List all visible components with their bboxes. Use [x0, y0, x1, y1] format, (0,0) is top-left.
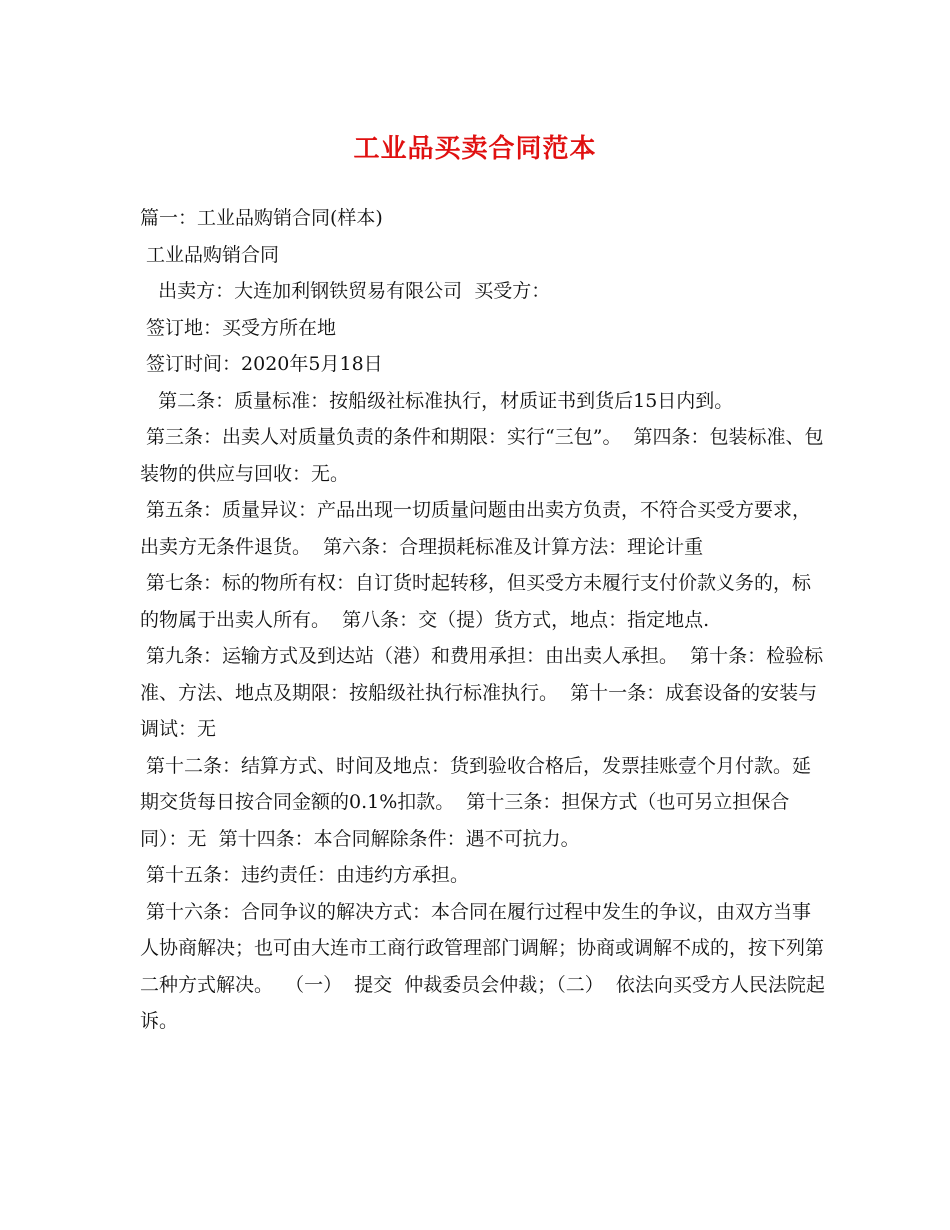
contract-parties: 出卖方：大连加利钢铁贸易有限公司 买受方： — [140, 280, 551, 302]
signing-place: 签订地：买受方所在地 — [140, 316, 337, 339]
document-body — [140, 200, 830, 1040]
section-heading: 篇一：工业品购销合同(样本) — [140, 207, 383, 229]
clause-2: 第二条：质量标准：按船级社标准执行，材质证书到货后15日内到。 — [140, 389, 734, 412]
clause-3-4: 第三条：出卖人对质量负责的条件和期限：实行“三包”。 第四条：包装标准、包装物的供应与回收：无。 — [140, 426, 824, 485]
contract-name: 工业品购销合同 — [140, 243, 280, 266]
signing-date: 签订时间：2020年5月18日 — [140, 353, 383, 375]
clause-16: 第十六条：合同争议的解决方式：本合同在履行过程中发生的争议，由双方当事人协商解决；也可由大连市工商行政管理部门调解；协商或调解不成的，按下列第二种方式解决。 （一） 提交 仲裁委员会仲裁；（二） 依法向买受方人民法院起诉。 — [140, 900, 825, 1032]
clause-15: 第十五条：违约责任：由违约方承担。 — [140, 864, 470, 886]
document-title: 工业品买卖合同范本 — [353, 134, 597, 164]
clause-12-14: 第十二条：结算方式、时间及地点：货到验收合格后，发票挂账壹个月付款。延期交货每日按合同金额的0.1%扣款。 第十三条：担保方式（也可另立担保合同）：无 第十四条：本合同解除条件：遇不可抗力。 — [140, 754, 812, 850]
clause-5-6: 第五条：质量异议：产品出现一切质量问题由出卖方负责，不符合买受方要求，出卖方无条件退货。 第六条：合理损耗标准及计算方法：理论计重 — [140, 499, 812, 558]
clause-9-11: 第九条：运输方式及到达站（港）和费用承担：由出卖人承担。 第十条：检验标准、方法、地点及期限：按船级社执行标准执行。 第十一条：成套设备的安装与调试：无 — [140, 645, 824, 740]
clause-7-8: 第七条：标的物所有权：自订货时起转移，但买受方未履行支付价款义务的，标的物属于出卖人所有。 第八条：交（提）货方式，地点：指定地点. — [140, 572, 812, 631]
